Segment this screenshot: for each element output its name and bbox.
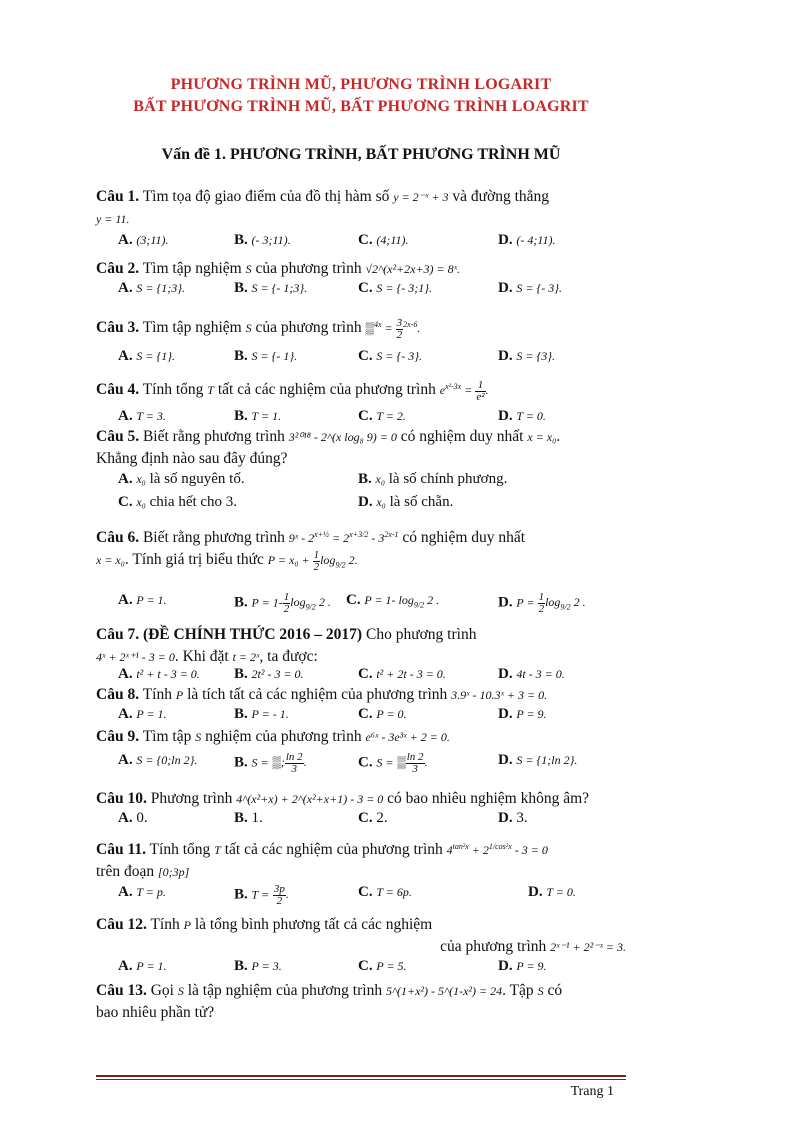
q4-option-c[interactable]: C. T = 2.: [358, 408, 406, 424]
q12-option-c[interactable]: C. P = 5.: [358, 958, 407, 974]
question-11-options: [118, 884, 628, 906]
q11-option-a[interactable]: A. T = p.: [118, 884, 166, 900]
question-1: Câu 1. Tìm tọa độ giao điểm của đồ thị hàm số y = 2⁻ˣ + 3 và đường thẳng y = 11.: [96, 188, 550, 226]
footer-rule-thick: [96, 1075, 626, 1077]
section-heading: Vấn đề 1. PHƯƠNG TRÌNH, BẤT PHƯƠNG TRÌNH MŨ: [161, 146, 561, 163]
q1-option-a[interactable]: A. (3;11).: [118, 232, 169, 248]
q6-option-c[interactable]: C. P = 1- $\log_{9/2} 2$ .: [346, 592, 440, 610]
question-1-options: [118, 232, 628, 254]
q5-option-b[interactable]: B. x₀ là số chính phương.: [358, 471, 508, 487]
question-7: Câu 7. (ĐỀ CHÍNH THỨC 2016 – 2017) Cho phương trình 4ˣ + 2ˣ⁺¹ - 3 = 0. Khi đặt t = 2ˣ, ta được:: [96, 626, 477, 665]
question-2: Câu 2. Tìm tập nghiệm S của phương trình √2^(x²+2x+3) = 8ˣ.: [96, 260, 461, 277]
q12-option-d[interactable]: D. P = 9.: [498, 958, 547, 974]
q2-option-c[interactable]: C. S = {- 3;1}.: [358, 280, 433, 296]
question-10-options: [118, 810, 628, 832]
question-6-options: [118, 592, 628, 614]
question-5: Câu 5. Biết rằng phương trình 3²⁰¹⁸ - 2^(x log₈ 9) = 0 có nghiệm duy nhất x = x₀. Khẳng định nào sau đây đúng?: [96, 428, 561, 467]
q8-option-d[interactable]: D. P = 9.: [498, 706, 547, 722]
q11-equation: $4^{tan^2x} + 2^{1/cos^2x} - 3 = 0$: [446, 842, 548, 857]
main-title-line2: BẤT PHƯƠNG TRÌNH MŨ, BẤT PHƯƠNG TRÌNH LOAGRIT: [133, 98, 589, 115]
q6-option-a[interactable]: A. P = 1.: [118, 592, 167, 608]
q11-option-b[interactable]: B. T = $\frac{3p}{2}$ .: [234, 883, 289, 907]
question-5-options-row1: [118, 471, 628, 493]
question-8: Câu 8. Tính P là tích tất cả các nghiệm của phương trình 3.9ˣ - 10.3ˣ + 3 = 0.: [96, 686, 548, 703]
footer-rule-thin: [96, 1079, 626, 1080]
question-3-options: [118, 348, 628, 370]
q6-option-d[interactable]: D. P = $\frac{1}{2}$ $\log_{9/2} 2$ .: [498, 591, 586, 615]
q9-option-d[interactable]: D. S = {1;ln 2}.: [498, 752, 578, 768]
q3-equation: ▒$^{4x}$ = $\frac{3}{2}$ $^{2x-6}$.: [365, 316, 421, 341]
q2-option-d[interactable]: D. S = {- 3}.: [498, 280, 563, 296]
q4-option-d[interactable]: D. T = 0.: [498, 408, 546, 424]
question-12: Câu 12. Tính P là tổng bình phương tất cả các nghiệm: [96, 916, 433, 933]
question-3: Câu 3. Tìm tập nghiệm S của phương trình ▒$^{4x}$ = $\frac{3}{2}$ $^{2x-6}$.: [96, 316, 421, 341]
q5-option-a[interactable]: A. x₀ là số nguyên tố.: [118, 471, 245, 487]
question-12-options: [118, 958, 628, 980]
question-9-options: [118, 752, 628, 774]
question-5-options-row2: [118, 494, 628, 516]
q1-option-d[interactable]: D. (- 4;11).: [498, 232, 556, 248]
q7-option-b[interactable]: B. 2t² - 3 = 0.: [234, 666, 304, 682]
q9-option-a[interactable]: A. S = {0;ln 2}.: [118, 752, 198, 768]
question-6: Câu 6. Biết rằng phương trình 9ˣ - $2^{x+\frac{1}{2}} = 2^{x+3/2} - 3^{2x-1}$ có nghiệm duy nhất x = x₀. Tính giá trị biểu thức P = x₀ + $\frac{1}{2}$ $\log_{9/2} 2$.: [96, 529, 526, 573]
q10-option-b[interactable]: B. 1.: [234, 810, 263, 826]
q9-option-b[interactable]: B. S = ▒; $\frac{\ln 2}{3}$ .: [234, 751, 307, 775]
q2-option-b[interactable]: B. S = {- 1;3}.: [234, 280, 308, 296]
q3-option-d[interactable]: D. S = {3}.: [498, 348, 556, 364]
q2-option-a[interactable]: A. S = {1;3}.: [118, 280, 186, 296]
q8-option-c[interactable]: C. P = 0.: [358, 706, 407, 722]
question-2-options: [118, 280, 628, 302]
q9-option-c[interactable]: C. S = ▒ $\frac{\ln 2}{3}$ .: [358, 751, 428, 775]
q3-option-b[interactable]: B. S = {- 1}.: [234, 348, 298, 364]
q3-option-c[interactable]: C. S = {- 3}.: [358, 348, 423, 364]
q7-option-c[interactable]: C. t² + 2t - 3 = 0.: [358, 666, 446, 682]
q1-option-b[interactable]: B. (- 3;11).: [234, 232, 291, 248]
q10-option-d[interactable]: D. 3.: [498, 810, 528, 826]
q8-option-a[interactable]: A. P = 1.: [118, 706, 167, 722]
q5-option-d[interactable]: D. x₀ là số chẵn.: [358, 494, 454, 510]
question-11: Câu 11. Tính tổng T tất cả các nghiệm của phương trình $4^{tan^2x} + 2^{1/cos^2x} - 3 = 0$ trên đoạn [0;3p]: [96, 841, 548, 880]
q6-option-b[interactable]: B. P = 1- $\frac{1}{2}$ $\log_{9/2} 2$ .: [234, 591, 331, 615]
question-12-cont: của phương trình 2ˣ⁻¹ + 2²⁻ˣ = 3.: [440, 938, 626, 955]
q4-equation: $e^{x^2-3x}$ = $\frac{1}{\text{e²}}$ .: [439, 378, 489, 403]
q6-equation: 9ˣ - $2^{x+\frac{1}{2}} = 2^{x+3/2} - 3^{2x-1}$: [288, 530, 399, 545]
q3-option-a[interactable]: A. S = {1}.: [118, 348, 176, 364]
q7-option-d[interactable]: D. 4t - 3 = 0.: [498, 666, 565, 682]
q1-option-c[interactable]: C. (4;11).: [358, 232, 409, 248]
q10-option-c[interactable]: C. 2.: [358, 810, 388, 826]
page-number: Trang 1: [570, 1084, 614, 1099]
main-title-line1: PHƯƠNG TRÌNH MŨ, PHƯƠNG TRÌNH LOGARIT: [170, 76, 552, 93]
q8-option-b[interactable]: B. P = - 1.: [234, 706, 289, 722]
question-9: Câu 9. Tìm tập S nghiệm của phương trình e⁶ˣ - 3e³ˣ + 2 = 0.: [96, 728, 450, 745]
q11-option-c[interactable]: C. T = 6p.: [358, 884, 412, 900]
q12-option-a[interactable]: A. P = 1.: [118, 958, 167, 974]
q4-option-b[interactable]: B. T = 1.: [234, 408, 282, 424]
question-13: Câu 13. Gọi S là tập nghiệm của phương trình 5^(1+x²) - 5^(1-x²) = 24. Tập S có bao nhiêu phần tử?: [96, 982, 563, 1021]
q6-expression: P = x₀ + $\frac{1}{2}$ $\log_{9/2} 2$.: [267, 548, 358, 573]
question-8-options: [118, 706, 628, 728]
q11-option-d[interactable]: D. T = 0.: [528, 884, 576, 900]
question-10: Câu 10. Phương trình 4^(x²+x) + 2^(x²+x+1) - 3 = 0 có bao nhiêu nghiệm không âm?: [96, 790, 590, 807]
q7-option-a[interactable]: A. t² + t - 3 = 0.: [118, 666, 200, 682]
q10-option-a[interactable]: A. 0.: [118, 810, 148, 826]
question-4: Câu 4. Tính tổng T tất cả các nghiệm của phương trình $e^{x^2-3x}$ = $\frac{1}{\text{e²}}$ .: [96, 378, 489, 403]
q5-option-c[interactable]: C. x₀ chia hết cho 3.: [118, 494, 238, 510]
q4-option-a[interactable]: A. T = 3.: [118, 408, 166, 424]
q12-option-b[interactable]: B. P = 3.: [234, 958, 282, 974]
